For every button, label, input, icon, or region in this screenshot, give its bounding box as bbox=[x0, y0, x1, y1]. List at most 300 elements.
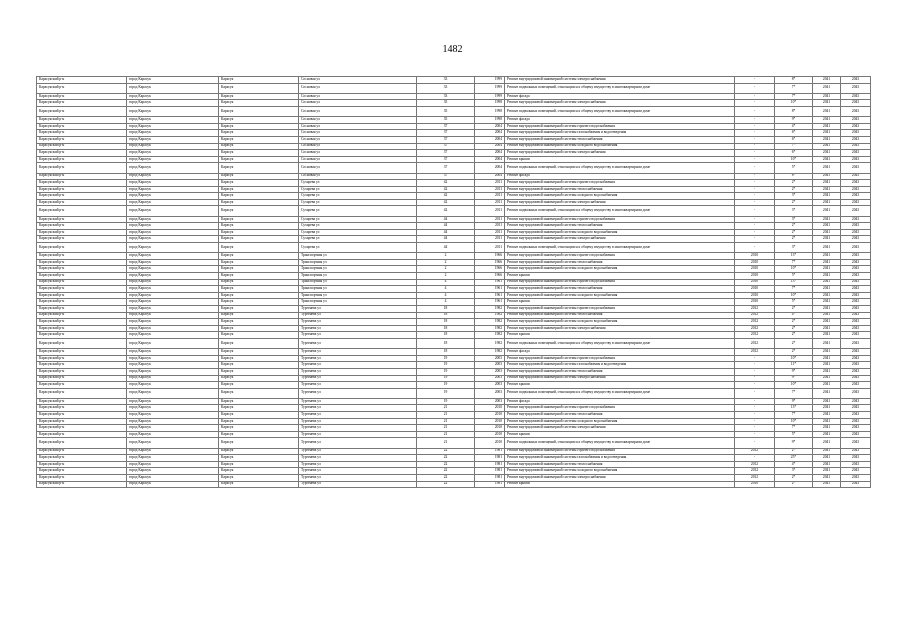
work-type-cell: Ремонт подвальных помещений, относящихся к общему имуществу в многоквартирном доме bbox=[505, 206, 735, 216]
street-cell: Сосновая ул bbox=[299, 163, 417, 173]
wear-percent-cell: 2* bbox=[775, 199, 813, 206]
city-cell: город Карасук bbox=[127, 193, 219, 200]
wear-percent-cell: 10* bbox=[775, 418, 813, 425]
street-cell: Тургенева ул bbox=[299, 362, 417, 369]
city-cell: город Карасук bbox=[127, 362, 219, 369]
district-cell: Карасукский р-н bbox=[37, 130, 127, 137]
wear-percent-cell: 2* bbox=[775, 332, 813, 339]
wear-percent-cell: 2* bbox=[775, 448, 813, 455]
table-row bbox=[37, 150, 871, 157]
city-cell: город Карасук bbox=[127, 143, 219, 150]
plan-start-year-cell: 2041 bbox=[813, 259, 841, 266]
house-number-cell: 44 bbox=[417, 236, 475, 243]
last-repair-year-cell: 2012 bbox=[735, 332, 775, 339]
last-repair-year-cell: - bbox=[735, 83, 775, 93]
work-type-cell: Ремонт внутридомовой инженерной системы холодного водоснабжения bbox=[505, 418, 735, 425]
street-cell: Сосновая ул bbox=[299, 130, 417, 137]
house-number-cell: 4 bbox=[417, 286, 475, 293]
build-year-cell: 1982 bbox=[475, 305, 505, 312]
city-cell: город Карасук bbox=[127, 253, 219, 260]
plan-start-year-cell: 2041 bbox=[813, 216, 841, 223]
city-cell: город Карасук bbox=[127, 405, 219, 412]
last-repair-year-cell: - bbox=[735, 243, 775, 253]
district-cell: Карасукский р-н bbox=[37, 382, 127, 389]
locality-cell: Карасук bbox=[219, 123, 299, 130]
last-repair-year-cell: - bbox=[735, 106, 775, 116]
plan-start-year-cell: 2041 bbox=[813, 180, 841, 187]
wear-percent-cell: 25* bbox=[775, 455, 813, 462]
work-type-cell: Ремонт фасада bbox=[505, 93, 735, 100]
plan-end-year-cell: 2043 bbox=[841, 355, 871, 362]
wear-percent-cell: 6* bbox=[775, 130, 813, 137]
build-year-cell: 2003 bbox=[475, 382, 505, 389]
plan-start-year-cell: 2041 bbox=[813, 431, 841, 438]
build-year-cell: 2004 bbox=[475, 150, 505, 157]
locality-cell: Карасук bbox=[219, 448, 299, 455]
plan-end-year-cell: 2043 bbox=[841, 412, 871, 419]
district-cell: Карасукский р-н bbox=[37, 83, 127, 93]
house-number-cell: 42 bbox=[417, 199, 475, 206]
plan-end-year-cell: 2043 bbox=[841, 398, 871, 405]
district-cell: Карасукский р-н bbox=[37, 349, 127, 356]
street-cell: Сухарева ул bbox=[299, 193, 417, 200]
locality-cell: Карасук bbox=[219, 136, 299, 143]
city-cell: город Карасук bbox=[127, 375, 219, 382]
house-number-cell: 22 bbox=[417, 461, 475, 468]
build-year-cell: 1981 bbox=[475, 475, 505, 482]
build-year-cell: 2011 bbox=[475, 229, 505, 236]
work-type-cell: Ремонт подвальных помещений, относящихся к общему имуществу в многоквартирном доме bbox=[505, 338, 735, 348]
district-cell: Карасукский р-н bbox=[37, 136, 127, 143]
plan-end-year-cell: 2043 bbox=[841, 438, 871, 448]
street-cell: Тургенева ул bbox=[299, 338, 417, 348]
house-number-cell: 42 bbox=[417, 193, 475, 200]
house-number-cell: 18 bbox=[417, 319, 475, 326]
locality-cell: Карасук bbox=[219, 186, 299, 193]
work-type-cell: Ремонт внутридомовой инженерной системы холодного водоснабжения bbox=[505, 319, 735, 326]
city-cell: город Карасук bbox=[127, 117, 219, 124]
locality-cell: Карасук bbox=[219, 319, 299, 326]
plan-start-year-cell: 2041 bbox=[813, 173, 841, 180]
plan-end-year-cell: 2043 bbox=[841, 186, 871, 193]
house-number-cell: 44 bbox=[417, 243, 475, 253]
city-cell: город Карасук bbox=[127, 382, 219, 389]
locality-cell: Карасук bbox=[219, 286, 299, 293]
district-cell: Карасукский р-н bbox=[37, 186, 127, 193]
wear-percent-cell: 2* bbox=[775, 481, 813, 488]
wear-percent-cell: 2* bbox=[775, 229, 813, 236]
table-row bbox=[37, 259, 871, 266]
build-year-cell: 2003 bbox=[475, 355, 505, 362]
district-cell: Карасукский р-н bbox=[37, 259, 127, 266]
plan-start-year-cell: 2041 bbox=[813, 223, 841, 230]
work-type-cell: Ремонт подвальных помещений, относящихся к общему имуществу в многоквартирном доме bbox=[505, 243, 735, 253]
plan-end-year-cell: 2043 bbox=[841, 468, 871, 475]
locality-cell: Карасук bbox=[219, 193, 299, 200]
street-cell: Тургенева ул bbox=[299, 481, 417, 488]
plan-end-year-cell: 2043 bbox=[841, 425, 871, 432]
district-cell: Карасукский р-н bbox=[37, 461, 127, 468]
plan-start-year-cell: 2041 bbox=[813, 150, 841, 157]
build-year-cell: 2003 bbox=[475, 388, 505, 398]
last-repair-year-cell: 2012 bbox=[735, 338, 775, 348]
wear-percent-cell: 4* bbox=[775, 461, 813, 468]
build-year-cell: 1966 bbox=[475, 253, 505, 260]
work-type-cell: Ремонт внутридомовой инженерной системы электроснабжения bbox=[505, 425, 735, 432]
house-number-cell: 42 bbox=[417, 186, 475, 193]
house-number-cell: 37 bbox=[417, 130, 475, 137]
last-repair-year-cell: - bbox=[735, 163, 775, 173]
work-type-cell: Ремонт внутридомовой инженерной системы горячего водоснабжения bbox=[505, 216, 735, 223]
work-type-cell: Ремонт внутридомовой инженерной системы теплоснабжения bbox=[505, 186, 735, 193]
locality-cell: Карасук bbox=[219, 223, 299, 230]
build-year-cell: 1998 bbox=[475, 100, 505, 107]
district-cell: Карасукский р-н bbox=[37, 266, 127, 273]
build-year-cell: 2004 bbox=[475, 163, 505, 173]
build-year-cell: 2010 bbox=[475, 431, 505, 438]
city-cell: город Карасук bbox=[127, 186, 219, 193]
work-type-cell: Ремонт фасада bbox=[505, 117, 735, 124]
city-cell: город Карасук bbox=[127, 455, 219, 462]
locality-cell: Карасук bbox=[219, 253, 299, 260]
plan-start-year-cell: 2041 bbox=[813, 93, 841, 100]
street-cell: Тургенева ул bbox=[299, 461, 417, 468]
wear-percent-cell: 2* bbox=[775, 325, 813, 332]
build-year-cell: 2004 bbox=[475, 123, 505, 130]
house-number-cell: 42 bbox=[417, 206, 475, 216]
last-repair-year-cell: - bbox=[735, 368, 775, 375]
work-type-cell: Ремонт внутридомовой инженерной системы электроснабжения bbox=[505, 475, 735, 482]
wear-percent-cell: 10* bbox=[775, 292, 813, 299]
locality-cell: Карасук bbox=[219, 206, 299, 216]
house-number-cell: 18 bbox=[417, 312, 475, 319]
city-cell: город Карасук bbox=[127, 388, 219, 398]
plan-end-year-cell: 2043 bbox=[841, 461, 871, 468]
last-repair-year-cell: - bbox=[735, 130, 775, 137]
wear-percent-cell: 13* bbox=[775, 253, 813, 260]
table-row bbox=[37, 286, 871, 293]
locality-cell: Карасук bbox=[219, 243, 299, 253]
house-number-cell: 19 bbox=[417, 398, 475, 405]
table-row bbox=[37, 375, 871, 382]
table-row bbox=[37, 100, 871, 107]
build-year-cell: 1966 bbox=[475, 273, 505, 280]
street-cell: Сухарева ул bbox=[299, 229, 417, 236]
wear-percent-cell: 9* bbox=[775, 375, 813, 382]
plan-start-year-cell: 2041 bbox=[813, 412, 841, 419]
plan-start-year-cell: 2041 bbox=[813, 481, 841, 488]
city-cell: город Карасук bbox=[127, 173, 219, 180]
city-cell: город Карасук bbox=[127, 355, 219, 362]
plan-start-year-cell: 2041 bbox=[813, 193, 841, 200]
wear-percent-cell: 2* bbox=[775, 236, 813, 243]
work-type-cell: Ремонт подвальных помещений, относящихся к общему имуществу в многоквартирном доме bbox=[505, 106, 735, 116]
plan-start-year-cell: 2041 bbox=[813, 106, 841, 116]
wear-percent-cell: 8* bbox=[775, 77, 813, 84]
work-type-cell: Ремонт внутридомовой инженерной системы теплоснабжения bbox=[505, 412, 735, 419]
plan-start-year-cell: 2041 bbox=[813, 461, 841, 468]
wear-percent-cell: 3* bbox=[775, 206, 813, 216]
work-type-cell: Ремонт внутридомовой инженерной системы холодного водоснабжения bbox=[505, 468, 735, 475]
street-cell: Сухарева ул bbox=[299, 236, 417, 243]
table-row bbox=[37, 186, 871, 193]
last-repair-year-cell: - bbox=[735, 173, 775, 180]
district-cell: Карасукский р-н bbox=[37, 279, 127, 286]
last-repair-year-cell: 2010 bbox=[735, 253, 775, 260]
house-number-cell: 37 bbox=[417, 143, 475, 150]
house-number-cell: 22 bbox=[417, 468, 475, 475]
city-cell: город Карасук bbox=[127, 106, 219, 116]
table-row bbox=[37, 299, 871, 306]
wear-percent-cell: 2* bbox=[775, 349, 813, 356]
wear-percent-cell: 8* bbox=[775, 173, 813, 180]
locality-cell: Карасук bbox=[219, 349, 299, 356]
city-cell: город Карасук bbox=[127, 163, 219, 173]
district-cell: Карасукский р-н bbox=[37, 292, 127, 299]
table-row bbox=[37, 216, 871, 223]
work-type-cell: Ремонт крыши bbox=[505, 299, 735, 306]
build-year-cell: 1999 bbox=[475, 77, 505, 84]
street-cell: Тургенева ул bbox=[299, 325, 417, 332]
city-cell: город Карасук bbox=[127, 273, 219, 280]
district-cell: Карасукский р-н bbox=[37, 325, 127, 332]
street-cell: Тургенева ул bbox=[299, 388, 417, 398]
build-year-cell: 1982 bbox=[475, 349, 505, 356]
plan-start-year-cell: 2041 bbox=[813, 163, 841, 173]
build-year-cell: 2010 bbox=[475, 425, 505, 432]
house-number-cell: 2 bbox=[417, 253, 475, 260]
street-cell: Тургенева ул bbox=[299, 405, 417, 412]
work-type-cell: Ремонт крыши bbox=[505, 431, 735, 438]
plan-end-year-cell: 2043 bbox=[841, 481, 871, 488]
last-repair-year-cell: - bbox=[735, 186, 775, 193]
street-cell: Тургенева ул bbox=[299, 431, 417, 438]
locality-cell: Карасук bbox=[219, 418, 299, 425]
locality-cell: Карасук bbox=[219, 355, 299, 362]
locality-cell: Карасук bbox=[219, 461, 299, 468]
build-year-cell: 2003 bbox=[475, 375, 505, 382]
last-repair-year-cell: 2012 bbox=[735, 461, 775, 468]
district-cell: Карасукский р-н bbox=[37, 418, 127, 425]
district-cell: Карасукский р-н bbox=[37, 481, 127, 488]
plan-end-year-cell: 2043 bbox=[841, 431, 871, 438]
city-cell: город Карасук bbox=[127, 292, 219, 299]
wear-percent-cell: 2* bbox=[775, 180, 813, 187]
wear-percent-cell: 10* bbox=[775, 156, 813, 163]
locality-cell: Карасук bbox=[219, 375, 299, 382]
wear-percent-cell: 10* bbox=[775, 382, 813, 389]
street-cell: Тургенева ул bbox=[299, 319, 417, 326]
locality-cell: Карасук bbox=[219, 259, 299, 266]
plan-start-year-cell: 2041 bbox=[813, 156, 841, 163]
city-cell: город Карасук bbox=[127, 216, 219, 223]
house-number-cell: 2 bbox=[417, 273, 475, 280]
last-repair-year-cell: - bbox=[735, 362, 775, 369]
plan-end-year-cell: 2043 bbox=[841, 292, 871, 299]
plan-end-year-cell: 2043 bbox=[841, 206, 871, 216]
wear-percent-cell: 9* bbox=[775, 398, 813, 405]
build-year-cell: 1982 bbox=[475, 312, 505, 319]
street-cell: Транспортная ул bbox=[299, 299, 417, 306]
plan-start-year-cell: 2041 bbox=[813, 292, 841, 299]
table-row bbox=[37, 368, 871, 375]
plan-end-year-cell: 2043 bbox=[841, 83, 871, 93]
table-row bbox=[37, 206, 871, 216]
plan-end-year-cell: 2043 bbox=[841, 117, 871, 124]
house-number-cell: 37 bbox=[417, 156, 475, 163]
table-row bbox=[37, 362, 871, 369]
street-cell: Тургенева ул bbox=[299, 305, 417, 312]
build-year-cell: 2004 bbox=[475, 143, 505, 150]
wear-percent-cell: 5* bbox=[775, 273, 813, 280]
plan-end-year-cell: 2043 bbox=[841, 156, 871, 163]
house-number-cell: 44 bbox=[417, 229, 475, 236]
work-type-cell: Ремонт внутридомовой инженерной системы электроснабжения bbox=[505, 236, 735, 243]
plan-end-year-cell: 2043 bbox=[841, 106, 871, 116]
build-year-cell: 2004 bbox=[475, 173, 505, 180]
locality-cell: Карасук bbox=[219, 425, 299, 432]
last-repair-year-cell: - bbox=[735, 143, 775, 150]
house-number-cell: 4 bbox=[417, 292, 475, 299]
district-cell: Карасукский р-н bbox=[37, 375, 127, 382]
street-cell: Сосновая ул bbox=[299, 143, 417, 150]
plan-end-year-cell: 2043 bbox=[841, 173, 871, 180]
plan-start-year-cell: 2041 bbox=[813, 286, 841, 293]
plan-start-year-cell: 2041 bbox=[813, 438, 841, 448]
table-row bbox=[37, 173, 871, 180]
street-cell: Тургенева ул bbox=[299, 375, 417, 382]
work-type-cell: Ремонт внутридомовой инженерной системы горячего водоснабжения bbox=[505, 123, 735, 130]
last-repair-year-cell: 2010 bbox=[735, 273, 775, 280]
table-row bbox=[37, 279, 871, 286]
last-repair-year-cell: 2012 bbox=[735, 475, 775, 482]
district-cell: Карасукский р-н bbox=[37, 398, 127, 405]
house-number-cell: 21 bbox=[417, 425, 475, 432]
table-row bbox=[37, 156, 871, 163]
locality-cell: Карасук bbox=[219, 325, 299, 332]
street-cell: Тургенева ул bbox=[299, 438, 417, 448]
last-repair-year-cell: - bbox=[735, 405, 775, 412]
last-repair-year-cell: - bbox=[735, 206, 775, 216]
build-year-cell: 1961 bbox=[475, 279, 505, 286]
plan-end-year-cell: 2043 bbox=[841, 236, 871, 243]
plan-end-year-cell: 2043 bbox=[841, 180, 871, 187]
street-cell: Тургенева ул bbox=[299, 475, 417, 482]
build-year-cell: 1981 bbox=[475, 481, 505, 488]
district-cell: Карасукский р-н bbox=[37, 312, 127, 319]
house-number-cell: 35 bbox=[417, 106, 475, 116]
work-type-cell: Ремонт крыши bbox=[505, 156, 735, 163]
last-repair-year-cell: - bbox=[735, 355, 775, 362]
house-number-cell: 18 bbox=[417, 338, 475, 348]
plan-start-year-cell: 2041 bbox=[813, 468, 841, 475]
house-number-cell: 21 bbox=[417, 438, 475, 448]
table-row bbox=[37, 243, 871, 253]
plan-start-year-cell: 2041 bbox=[813, 299, 841, 306]
city-cell: город Карасук bbox=[127, 468, 219, 475]
district-cell: Карасукский р-н bbox=[37, 319, 127, 326]
street-cell: Сосновая ул bbox=[299, 77, 417, 84]
work-type-cell: Ремонт внутридомовой инженерной системы горячего водоснабжения bbox=[505, 405, 735, 412]
plan-end-year-cell: 2043 bbox=[841, 312, 871, 319]
work-type-cell: Ремонт внутридомовой инженерной системы газоснабжения и водоотведения bbox=[505, 362, 735, 369]
plan-end-year-cell: 2043 bbox=[841, 216, 871, 223]
build-year-cell: 1982 bbox=[475, 332, 505, 339]
last-repair-year-cell: - bbox=[735, 418, 775, 425]
work-type-cell: Ремонт внутридомовой инженерной системы газоснабжения и водоотведения bbox=[505, 455, 735, 462]
wear-percent-cell: 7* bbox=[775, 259, 813, 266]
district-cell: Карасукский р-н bbox=[37, 236, 127, 243]
city-cell: город Карасук bbox=[127, 180, 219, 187]
house-number-cell: 44 bbox=[417, 216, 475, 223]
wear-percent-cell: 3* bbox=[775, 243, 813, 253]
district-cell: Карасукский р-н bbox=[37, 388, 127, 398]
city-cell: город Карасук bbox=[127, 332, 219, 339]
build-year-cell: 1998 bbox=[475, 106, 505, 116]
house-number-cell: 19 bbox=[417, 368, 475, 375]
locality-cell: Карасук bbox=[219, 312, 299, 319]
wear-percent-cell: 9* bbox=[775, 438, 813, 448]
plan-start-year-cell: 2041 bbox=[813, 319, 841, 326]
district-cell: Карасукский р-н bbox=[37, 338, 127, 348]
build-year-cell: 1981 bbox=[475, 448, 505, 455]
street-cell: Транспортная ул bbox=[299, 292, 417, 299]
locality-cell: Карасук bbox=[219, 100, 299, 107]
work-type-cell: Ремонт внутридомовой инженерной системы холодного водоснабжения bbox=[505, 143, 735, 150]
city-cell: город Карасук bbox=[127, 338, 219, 348]
work-type-cell: Ремонт внутридомовой инженерной системы теплоснабжения bbox=[505, 259, 735, 266]
last-repair-year-cell: - bbox=[735, 431, 775, 438]
locality-cell: Карасук bbox=[219, 388, 299, 398]
work-type-cell: Ремонт внутридомовой инженерной системы теплоснабжения bbox=[505, 368, 735, 375]
house-number-cell: 37 bbox=[417, 123, 475, 130]
locality-cell: Карасук bbox=[219, 481, 299, 488]
last-repair-year-cell: - bbox=[735, 229, 775, 236]
table-row bbox=[37, 229, 871, 236]
street-cell: Сосновая ул bbox=[299, 117, 417, 124]
table-row bbox=[37, 448, 871, 455]
last-repair-year-cell: - bbox=[735, 117, 775, 124]
build-year-cell: 2011 bbox=[475, 186, 505, 193]
city-cell: город Карасук bbox=[127, 349, 219, 356]
plan-end-year-cell: 2043 bbox=[841, 199, 871, 206]
plan-end-year-cell: 2043 bbox=[841, 325, 871, 332]
wear-percent-cell: 10* bbox=[775, 355, 813, 362]
house-number-cell: 18 bbox=[417, 305, 475, 312]
build-year-cell: 2011 bbox=[475, 243, 505, 253]
plan-start-year-cell: 2041 bbox=[813, 355, 841, 362]
house-number-cell: 21 bbox=[417, 412, 475, 419]
locality-cell: Карасук bbox=[219, 412, 299, 419]
plan-end-year-cell: 2043 bbox=[841, 382, 871, 389]
street-cell: Сосновая ул bbox=[299, 150, 417, 157]
street-cell: Тургенева ул bbox=[299, 349, 417, 356]
last-repair-year-cell: 2012 bbox=[735, 305, 775, 312]
wear-percent-cell: 11* bbox=[775, 362, 813, 369]
plan-end-year-cell: 2043 bbox=[841, 332, 871, 339]
plan-start-year-cell: 2041 bbox=[813, 273, 841, 280]
work-type-cell: Ремонт внутридомовой инженерной системы горячего водоснабжения bbox=[505, 448, 735, 455]
street-cell: Сухарева ул bbox=[299, 216, 417, 223]
plan-end-year-cell: 2043 bbox=[841, 123, 871, 130]
plan-start-year-cell: 2041 bbox=[813, 243, 841, 253]
house-number-cell: 44 bbox=[417, 223, 475, 230]
last-repair-year-cell: 2012 bbox=[735, 319, 775, 326]
district-cell: Карасукский р-н bbox=[37, 286, 127, 293]
locality-cell: Карасук bbox=[219, 468, 299, 475]
city-cell: город Карасук bbox=[127, 312, 219, 319]
city-cell: город Карасук bbox=[127, 236, 219, 243]
